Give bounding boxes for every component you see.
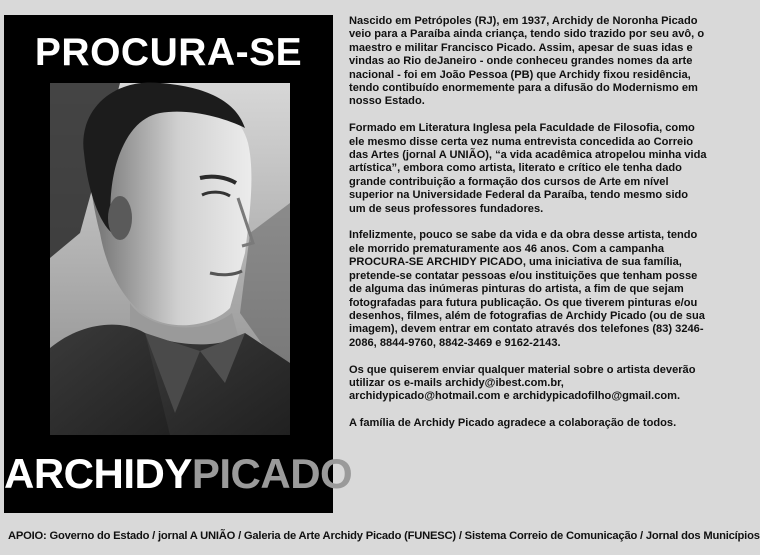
paragraph-2: Formado em Literatura Inglesa pela Faculdade de Filosofia, como ele mesmo disse certa vez numa entrevista concedida ao Correio das Artes (jornal A UNIÃO), “a vida acadêmica atropelou minha vida artística”, embora como artista, literato e crítico ele tenha dado grande contribuição a formação dos cursos de Arte em nível superior na Universidade Federal da Paraíba, tendo mesmo sido um de seus professores fundadores. bbox=[349, 122, 707, 215]
portrait-photo bbox=[50, 83, 290, 435]
paragraph-5: A família de Archidy Picado agradece a colaboração de todos. bbox=[349, 417, 677, 430]
poster-headline: PROCURA-SE bbox=[34, 31, 303, 74]
support-footer: APOIO: Governo do Estado / jornal A UNIÃO / Galeria de Arte Archidy Picado (FUNESC) / Sistema Correio de Comunicação / Jornal dos Municípios bbox=[8, 530, 760, 542]
paragraph-3: Infelizmente, pouco se sabe da vida e da obra desse artista, tendo ele morrido prematuramente aos 46 anos. Com a campanha PROCURA-SE ARCHIDY PICADO, uma iniciativa de sua família, pretende-se contatar pessoas e/ou instituições que tenham posse de alguma das inúmeras pinturas do artista, a fim de que sejam fotografadas para futura publicação. Os que tiverem pinturas e/ou desenhos, filmes, além de fotografias de Archidy Picado (ou de sua imagem), devem entrar em contato através dos telefones (83) 3246-2086, 8844-9760, 8842-3469 e 9162-2143. bbox=[349, 229, 705, 349]
portrait-illustration bbox=[50, 83, 290, 435]
paragraph-1: Nascido em Petrópoles (RJ), em 1937, Archidy de Noronha Picado veio para a Paraíba ainda criança, tendo sido trazido por seu avô, o maestro e militar Francisco Picado. Assim, apesar de suas idas e vindas ao Rio deJaneiro - onde conheceu grandes nomes da arte nacional - foi em João Pessoa (PB) que Archidy fixou residência, tendo contibuído enormemente para a difusão do Modernismo em nosso Estado. bbox=[349, 15, 705, 108]
name-first: ARCHIDY bbox=[4, 450, 192, 497]
paragraph-4: Os que quiserem enviar qualquer material sobre o artista deverão utilizar os e-mails archidy@ibest.com.br, archidypicado@hotmail.com e archidypicadofilho@gmail.com. bbox=[349, 363, 696, 403]
wanted-poster bbox=[4, 15, 353, 513]
poster-name bbox=[4, 450, 353, 497]
biography-text bbox=[349, 15, 707, 444]
name-last: PICADO bbox=[191, 450, 353, 497]
